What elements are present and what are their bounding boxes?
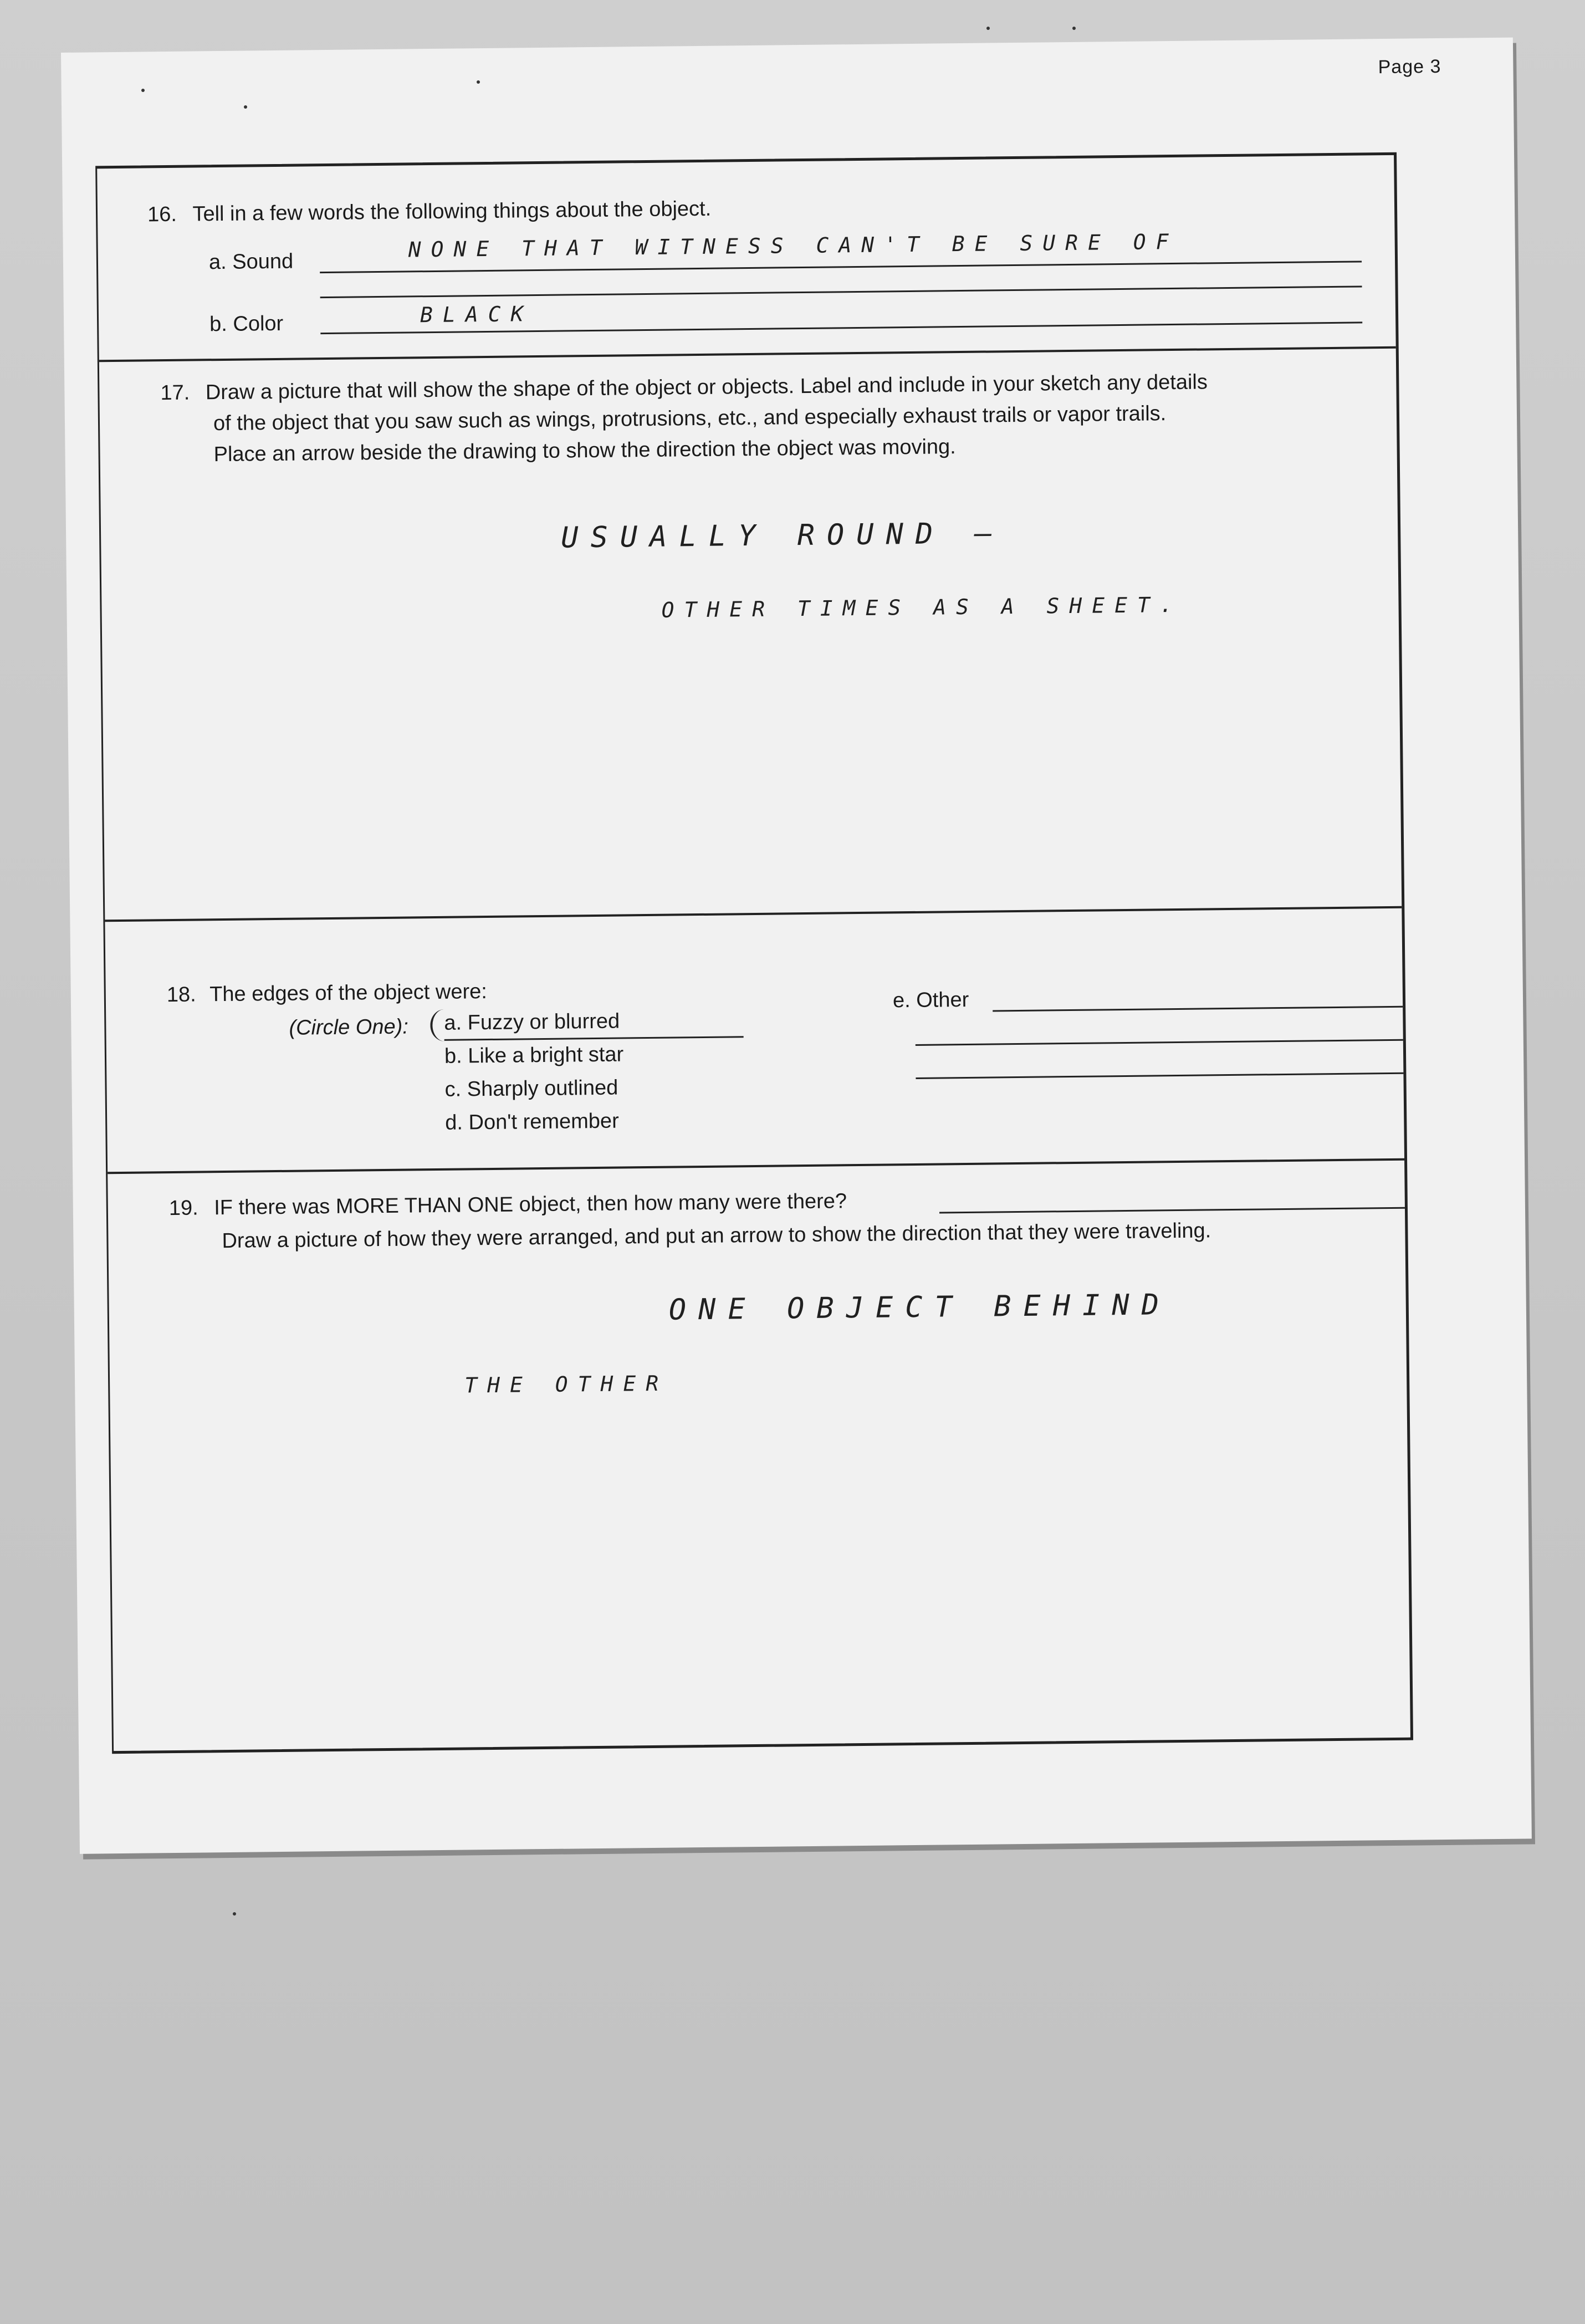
question-prompt: Tell in a few words the following things about the object. [192, 197, 712, 226]
shape-answer-1: USUALLY ROUND — [560, 517, 1005, 555]
scan-speck [1072, 27, 1076, 30]
option-d[interactable]: d. Don't remember [445, 1109, 619, 1135]
question-number: 16. [147, 202, 177, 227]
question-line-2: Draw a picture of how they were arranged, and put an arrow to show the direction that they were traveling. [222, 1219, 1211, 1253]
page-number: Page 3 [1378, 55, 1441, 78]
question-number: 17. [160, 381, 190, 405]
question-line-3: Place an arrow beside the drawing to show the direction the object was moving. [213, 435, 956, 467]
question-line-1: Draw a picture that will show the shape of the object or objects. Label and include in your sketch any details [205, 370, 1208, 405]
question-19 [108, 1158, 1410, 1751]
form-frame [95, 152, 1413, 1754]
form-page [61, 38, 1532, 1854]
other-label: e. Other [892, 988, 969, 1013]
sound-label: a. Sound [208, 249, 294, 274]
question-16 [97, 155, 1395, 360]
question-line-1: IF there was MORE THAN ONE object, then how many were there? [214, 1189, 847, 1220]
option-a-underline [444, 1036, 744, 1041]
question-prompt: The edges of the object were: [209, 980, 488, 1007]
scan-speck [477, 80, 480, 84]
color-answer: BLACK [420, 302, 534, 328]
other-answer-line-3[interactable] [916, 1072, 1403, 1079]
option-c[interactable]: c. Sharply outlined [444, 1076, 618, 1101]
sound-answer-line [320, 261, 1362, 273]
question-number: 18. [166, 983, 196, 1007]
sound-answer: NONE THAT WITNESS CAN'T BE SURE OF [408, 229, 1179, 262]
scan-speck [986, 27, 990, 30]
other-answer-line-2[interactable] [916, 1039, 1403, 1046]
question-17 [99, 346, 1402, 920]
question-18 [105, 906, 1404, 1172]
arrangement-answer-2: THE OTHER [464, 1371, 669, 1398]
question-line-2: of the object that you saw such as wings, protrusions, etc., and especially exhaust trails or vapor trails. [213, 402, 1167, 436]
shape-answer-2: OTHER TIMES AS A SHEET. [661, 592, 1183, 622]
option-b[interactable]: b. Like a bright star [444, 1043, 624, 1068]
other-answer-line-1[interactable] [993, 1006, 1403, 1012]
option-a[interactable]: a. Fuzzy or blurred [444, 1009, 620, 1035]
scan-speck [141, 89, 145, 92]
arrangement-answer-1: ONE OBJECT BEHIND [668, 1288, 1172, 1327]
color-label: b. Color [209, 311, 284, 336]
question-number: 19. [168, 1196, 198, 1220]
circle-instruction: (Circle One): [289, 1015, 409, 1040]
count-answer-line[interactable] [939, 1207, 1405, 1214]
sound-answer-line-2 [320, 285, 1362, 298]
scan-speck [244, 105, 247, 109]
scan-speck [233, 1912, 236, 1916]
